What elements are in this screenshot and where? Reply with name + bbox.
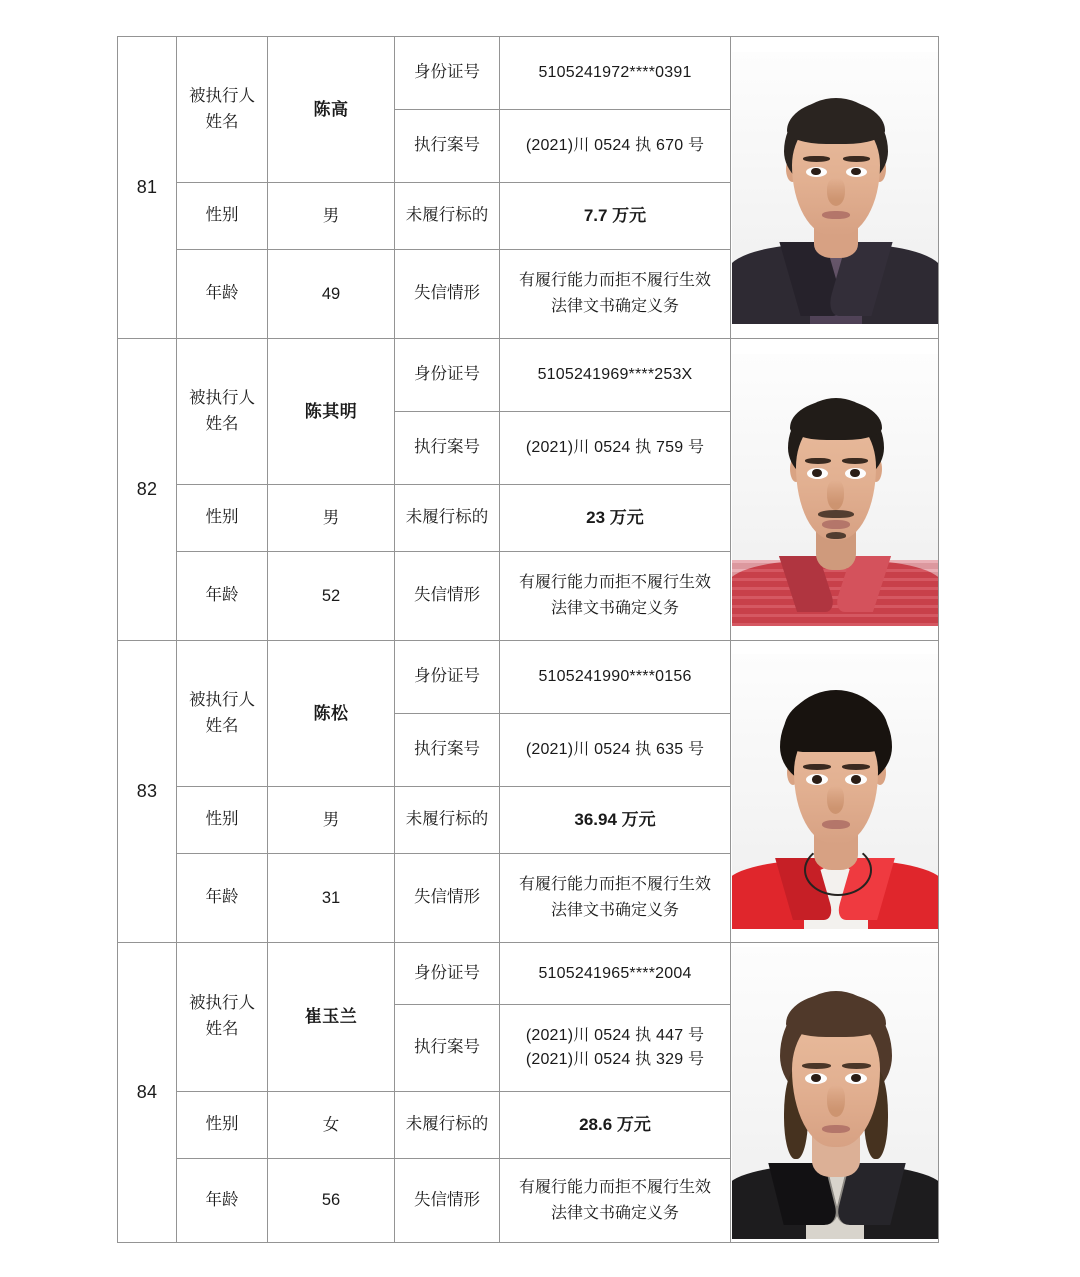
situation-line1: 有履行能力而拒不履行生效 [518, 876, 711, 894]
value-dishonesty-situation [500, 1159, 731, 1243]
situation-line2: 法律文书确定义务 [550, 600, 679, 617]
label-name-line2: 姓名 [205, 1020, 239, 1038]
label-name-line2: 姓名 [205, 716, 239, 735]
label-name-line1: 被执行人 [189, 388, 255, 407]
case-number-item: (2021)川 0524 执 759 号 [525, 439, 705, 456]
label-age: 年龄 [177, 1159, 268, 1243]
label-dishonesty-situation: 失信情形 [395, 552, 500, 641]
photo-cell [731, 943, 939, 1243]
label-id-number: 身份证号 [395, 339, 500, 412]
portrait-photo [732, 52, 938, 324]
label-name [177, 37, 268, 183]
label-id-number: 身份证号 [395, 641, 500, 714]
portrait-graphic [732, 354, 938, 626]
value-case-number [500, 1005, 731, 1092]
row-index: 81 [118, 37, 177, 339]
value-age: 49 [268, 250, 395, 339]
label-name [177, 943, 268, 1092]
value-id-number: 5105241969****253X [500, 339, 731, 412]
value-case-number [500, 714, 731, 787]
label-name-line1: 被执行人 [189, 994, 255, 1013]
value-id-number: 5105241965****2004 [500, 943, 731, 1005]
value-id-number: 5105241972****0391 [500, 37, 731, 110]
label-id-number: 身份证号 [395, 37, 500, 110]
label-case-number: 执行案号 [395, 714, 500, 787]
value-gender: 男 [268, 787, 395, 854]
value-dishonesty-situation [500, 250, 731, 339]
label-case-number: 执行案号 [395, 1005, 500, 1092]
photo-wrap [732, 52, 938, 324]
label-unfulfilled-amount: 未履行标的 [395, 485, 500, 552]
label-unfulfilled-amount: 未履行标的 [395, 787, 500, 854]
label-dishonesty-situation: 失信情形 [395, 854, 500, 943]
portrait-graphic [732, 52, 938, 324]
label-name-line2: 姓名 [205, 112, 239, 131]
label-age: 年龄 [177, 854, 268, 943]
label-case-number: 执行案号 [395, 110, 500, 183]
value-gender: 男 [268, 485, 395, 552]
value-name: 陈松 [268, 641, 395, 787]
portrait-photo [732, 354, 938, 626]
label-dishonesty-situation: 失信情形 [395, 1159, 500, 1243]
portrait-graphic [732, 947, 938, 1239]
label-name-line1: 被执行人 [189, 86, 255, 105]
label-unfulfilled-amount: 未履行标的 [395, 1092, 500, 1159]
table-row [118, 339, 939, 412]
value-unfulfilled-amount: 28.6 万元 [500, 1092, 731, 1159]
value-unfulfilled-amount: 36.94 万元 [500, 787, 731, 854]
situation-line2: 法律文书确定义务 [550, 298, 679, 315]
row-index: 82 [118, 339, 177, 641]
value-age: 56 [268, 1159, 395, 1243]
label-gender: 性别 [177, 485, 268, 552]
row-index: 84 [118, 943, 177, 1243]
portrait-photo [732, 947, 938, 1239]
table-row [118, 943, 939, 1005]
label-name [177, 641, 268, 787]
value-gender: 女 [268, 1092, 395, 1159]
value-unfulfilled-amount: 7.7 万元 [500, 183, 731, 250]
label-name-line1: 被执行人 [189, 690, 255, 709]
label-case-number: 执行案号 [395, 412, 500, 485]
value-age: 31 [268, 854, 395, 943]
value-age: 52 [268, 552, 395, 641]
debtor-registry-table [117, 36, 939, 1243]
row-index: 83 [118, 641, 177, 943]
situation-line2: 法律文书确定义务 [550, 1204, 679, 1222]
label-gender: 性别 [177, 1092, 268, 1159]
value-id-number: 5105241990****0156 [500, 641, 731, 714]
label-age: 年龄 [177, 250, 268, 339]
label-unfulfilled-amount: 未履行标的 [395, 183, 500, 250]
photo-wrap [732, 354, 938, 626]
case-number-item: (2021)川 0524 执 447 号 [525, 1027, 705, 1044]
label-name [177, 339, 268, 485]
value-dishonesty-situation [500, 854, 731, 943]
value-case-number [500, 110, 731, 183]
situation-line1: 有履行能力而拒不履行生效 [518, 574, 711, 592]
label-gender: 性别 [177, 787, 268, 854]
case-number-item: (2021)川 0524 执 635 号 [525, 741, 705, 758]
situation-line2: 法律文书确定义务 [550, 902, 679, 919]
value-name: 陈高 [268, 37, 395, 183]
photo-cell [731, 339, 939, 641]
label-name-line2: 姓名 [205, 414, 239, 433]
situation-line1: 有履行能力而拒不履行生效 [518, 1178, 711, 1196]
value-name: 崔玉兰 [268, 943, 395, 1092]
value-dishonesty-situation [500, 552, 731, 641]
label-gender: 性别 [177, 183, 268, 250]
value-gender: 男 [268, 183, 395, 250]
value-name: 陈其明 [268, 339, 395, 485]
label-age: 年龄 [177, 552, 268, 641]
situation-line1: 有履行能力而拒不履行生效 [518, 272, 711, 290]
photo-cell [731, 37, 939, 339]
label-id-number: 身份证号 [395, 943, 500, 1005]
portrait-photo [732, 654, 938, 929]
photo-cell [731, 641, 939, 943]
portrait-graphic [732, 654, 938, 929]
table-row [118, 37, 939, 110]
photo-wrap [732, 947, 938, 1239]
value-unfulfilled-amount: 23 万元 [500, 485, 731, 552]
label-dishonesty-situation: 失信情形 [395, 250, 500, 339]
value-case-number [500, 412, 731, 485]
photo-wrap [732, 654, 938, 929]
case-number-item: (2021)川 0524 执 670 号 [525, 137, 705, 154]
table-row [118, 641, 939, 714]
case-number-item: (2021)川 0524 执 329 号 [525, 1051, 705, 1068]
